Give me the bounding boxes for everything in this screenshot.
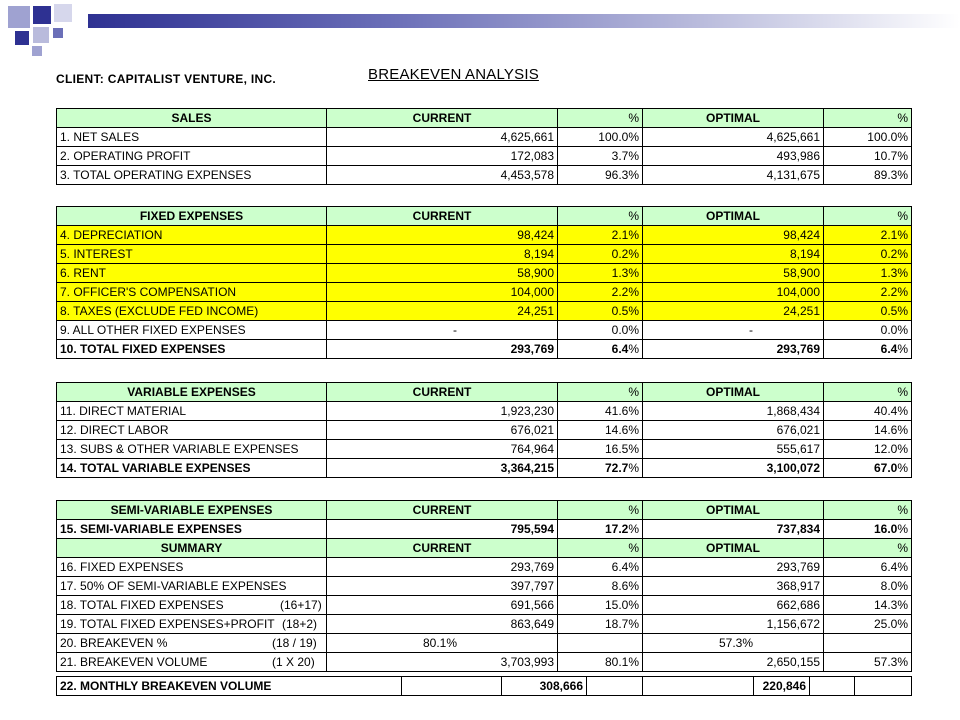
column-header-current-pct: % (558, 539, 643, 558)
optimal-pct: 0.5% (824, 302, 912, 321)
column-header-optimal-pct: % (824, 501, 912, 520)
row-label: 15. SEMI-VARIABLE EXPENSES (57, 520, 327, 539)
optimal-value: 676,021 (643, 421, 824, 440)
optimal-pct: 14.6% (824, 421, 912, 440)
optimal-value: 293,769 (643, 340, 824, 359)
column-header-optimal-pct: % (824, 539, 912, 558)
current-pct: 14.6% (558, 421, 643, 440)
row-label: 2. OPERATING PROFIT (57, 147, 327, 166)
optimal-pct: 0.0% (824, 321, 912, 340)
variable-expenses-table (56, 382, 912, 478)
title-bar-decoration (88, 14, 960, 28)
table-row (57, 283, 912, 302)
optimal-value: 220,846 (754, 677, 810, 696)
optimal-pct: 2.1% (824, 226, 912, 245)
optimal-pct: 1.3% (824, 264, 912, 283)
optimal-value: 1,156,672 (643, 615, 824, 634)
table-header-row (57, 383, 912, 402)
table-row (57, 615, 912, 634)
optimal-value: 2,650,155 (643, 653, 824, 672)
current-value: 863,649 (327, 615, 558, 634)
column-header-optimal-pct: % (824, 207, 912, 226)
empty-cell (402, 677, 502, 696)
table-row (57, 321, 912, 340)
current-value: 4,453,578 (327, 166, 558, 185)
optimal-pct: 25.0% (824, 615, 912, 634)
column-header-optimal-pct: % (824, 109, 912, 128)
row-label (57, 615, 327, 634)
current-pct: 80.1% (558, 653, 643, 672)
table-row (57, 264, 912, 283)
column-header-optimal-pct: % (824, 383, 912, 402)
deco-square-5 (33, 27, 49, 43)
table-row (57, 128, 912, 147)
current-value: 3,364,215 (327, 459, 558, 478)
current-value: 691,566 (327, 596, 558, 615)
column-header-optimal: OPTIMAL (643, 383, 824, 402)
column-header-current: CURRENT (327, 109, 558, 128)
column-header-label: SALES (57, 109, 327, 128)
current-pct: 100.0% (558, 128, 643, 147)
column-header-current: CURRENT (327, 207, 558, 226)
current-pct: 2.1% (558, 226, 643, 245)
table-header-row (57, 501, 912, 520)
optimal-value: - (643, 321, 824, 340)
current-pct: 2.2% (558, 283, 643, 302)
optimal-value: 98,424 (643, 226, 824, 245)
current-value: 104,000 (327, 283, 558, 302)
pct-value: 17.2 (604, 522, 629, 536)
current-pct (558, 520, 643, 539)
empty-cell (587, 677, 643, 696)
current-pct (558, 459, 643, 478)
optimal-pct (824, 459, 912, 478)
row-label-formula: (18 / 19) (272, 636, 317, 650)
current-pct: 0.2% (558, 245, 643, 264)
column-header-label: SUMMARY (57, 539, 327, 558)
current-value: 1,923,230 (327, 402, 558, 421)
optimal-pct: 0.2% (824, 245, 912, 264)
semi-variable-summary-table (56, 500, 912, 672)
table-row (57, 147, 912, 166)
optimal-pct: 40.4% (824, 402, 912, 421)
row-label: 7. OFFICER'S COMPENSATION (57, 283, 327, 302)
pct-sign: % (628, 522, 639, 536)
current-pct: 1.3% (558, 264, 643, 283)
optimal-pct (824, 634, 912, 653)
row-label: 11. DIRECT MATERIAL (57, 402, 327, 421)
current-value: 24,251 (327, 302, 558, 321)
column-header-label: SEMI-VARIABLE EXPENSES (57, 501, 327, 520)
row-label: 10. TOTAL FIXED EXPENSES (57, 340, 327, 359)
current-value: 98,424 (327, 226, 558, 245)
row-label-text: 17. 50% OF SEMI-VARIABLE EXPENSES (60, 579, 287, 593)
column-header-current-pct: % (558, 109, 643, 128)
row-label: 22. MONTHLY BREAKEVEN VOLUME (57, 677, 402, 696)
row-label-text: 18. TOTAL FIXED EXPENSES (60, 598, 224, 612)
document-title: BREAKEVEN ANALYSIS (368, 66, 539, 83)
deco-square-1 (8, 6, 30, 28)
column-header-optimal: OPTIMAL (643, 501, 824, 520)
optimal-value: 8,194 (643, 245, 824, 264)
optimal-value: 293,769 (643, 558, 824, 577)
current-pct: 6.4% (558, 558, 643, 577)
row-label: 8. TAXES (EXCLUDE FED INCOME) (57, 302, 327, 321)
column-header-optimal: OPTIMAL (643, 539, 824, 558)
table-row (57, 634, 912, 653)
column-header-current-pct: % (558, 383, 643, 402)
current-value: - (327, 321, 558, 340)
row-label-formula: (16+17) (280, 598, 322, 612)
column-header-current-pct: % (558, 207, 643, 226)
row-label (57, 653, 327, 672)
optimal-pct (824, 520, 912, 539)
row-label-formula: (18+2) (282, 617, 318, 631)
current-value: 4,625,661 (327, 128, 558, 147)
current-pct: 0.0% (558, 321, 643, 340)
table-row (57, 421, 912, 440)
deco-square-4 (15, 31, 29, 45)
current-pct (558, 634, 643, 653)
empty-cell (810, 677, 855, 696)
row-label-text: 19. TOTAL FIXED EXPENSES+PROFIT (60, 617, 275, 631)
table-row (57, 402, 912, 421)
table-row (57, 653, 912, 672)
current-value: 80.1% (327, 634, 558, 653)
optimal-pct: 8.0% (824, 577, 912, 596)
optimal-pct: 10.7% (824, 147, 912, 166)
sales-table (56, 108, 912, 185)
current-value: 764,964 (327, 440, 558, 459)
current-value: 676,021 (327, 421, 558, 440)
optimal-value: 3,100,072 (643, 459, 824, 478)
table-header-row (57, 109, 912, 128)
current-pct (558, 340, 643, 359)
current-value: 397,797 (327, 577, 558, 596)
client-name: CLIENT: CAPITALIST VENTURE, INC. (56, 72, 277, 86)
row-label: 6. RENT (57, 264, 327, 283)
deco-square-6 (53, 28, 63, 38)
pct-sign: % (897, 342, 908, 356)
table-header-row (57, 539, 912, 558)
optimal-value: 737,834 (643, 520, 824, 539)
row-label (57, 596, 327, 615)
optimal-value: 555,617 (643, 440, 824, 459)
pct-value: 16.0 (873, 522, 898, 536)
current-value: 8,194 (327, 245, 558, 264)
current-pct: 0.5% (558, 302, 643, 321)
current-value: 293,769 (327, 558, 558, 577)
table-header-row (57, 207, 912, 226)
optimal-value: 493,986 (643, 147, 824, 166)
current-pct: 3.7% (558, 147, 643, 166)
table-row-total (57, 340, 912, 359)
column-header-current: CURRENT (327, 383, 558, 402)
optimal-pct: 14.3% (824, 596, 912, 615)
table-row-total (57, 677, 912, 696)
optimal-value: 4,131,675 (643, 166, 824, 185)
table-row-total (57, 459, 912, 478)
fixed-expenses-table (56, 206, 912, 359)
empty-cell (855, 677, 912, 696)
deco-square-7 (32, 46, 42, 56)
column-header-current: CURRENT (327, 539, 558, 558)
current-value: 293,769 (327, 340, 558, 359)
row-label: 5. INTEREST (57, 245, 327, 264)
row-label: 3. TOTAL OPERATING EXPENSES (57, 166, 327, 185)
column-header-current: CURRENT (327, 501, 558, 520)
deco-square-2 (33, 6, 51, 24)
current-value: 58,900 (327, 264, 558, 283)
optimal-pct (824, 340, 912, 359)
current-value: 172,083 (327, 147, 558, 166)
table-row (57, 302, 912, 321)
row-label-text: 16. FIXED EXPENSES (60, 560, 184, 574)
optimal-pct: 100.0% (824, 128, 912, 147)
optimal-pct: 57.3% (824, 653, 912, 672)
column-header-optimal: OPTIMAL (643, 109, 824, 128)
pct-value: 72.7 (604, 461, 629, 475)
deco-square-3 (54, 4, 72, 22)
empty-cell (643, 677, 754, 696)
current-value: 308,666 (502, 677, 587, 696)
pct-sign: % (628, 461, 639, 475)
current-pct: 16.5% (558, 440, 643, 459)
table-row (57, 558, 912, 577)
optimal-value: 1,868,434 (643, 402, 824, 421)
current-value: 3,703,993 (327, 653, 558, 672)
pct-sign: % (897, 461, 908, 475)
current-pct: 18.7% (558, 615, 643, 634)
pct-value: 6.4 (611, 342, 629, 356)
optimal-value: 24,251 (643, 302, 824, 321)
table-row (57, 596, 912, 615)
pct-sign: % (897, 522, 908, 536)
current-value: 795,594 (327, 520, 558, 539)
row-label: 9. ALL OTHER FIXED EXPENSES (57, 321, 327, 340)
current-pct: 96.3% (558, 166, 643, 185)
optimal-value: 57.3% (643, 634, 824, 653)
optimal-pct: 12.0% (824, 440, 912, 459)
table-row (57, 440, 912, 459)
column-header-optimal: OPTIMAL (643, 207, 824, 226)
row-label (57, 558, 327, 577)
monthly-breakeven-table (56, 676, 912, 696)
row-label (57, 634, 327, 653)
table-row (57, 577, 912, 596)
row-label: 4. DEPRECIATION (57, 226, 327, 245)
optimal-value: 368,917 (643, 577, 824, 596)
row-label-text: 20. BREAKEVEN % (60, 636, 168, 650)
optimal-pct: 6.4% (824, 558, 912, 577)
optimal-value: 58,900 (643, 264, 824, 283)
optimal-value: 662,686 (643, 596, 824, 615)
current-pct: 41.6% (558, 402, 643, 421)
row-label: 1. NET SALES (57, 128, 327, 147)
row-label: 14. TOTAL VARIABLE EXPENSES (57, 459, 327, 478)
row-label: 12. DIRECT LABOR (57, 421, 327, 440)
table-row (57, 166, 912, 185)
optimal-value: 104,000 (643, 283, 824, 302)
current-pct: 15.0% (558, 596, 643, 615)
table-row (57, 245, 912, 264)
column-header-label: FIXED EXPENSES (57, 207, 327, 226)
current-pct: 8.6% (558, 577, 643, 596)
row-label-text: 21. BREAKEVEN VOLUME (60, 655, 208, 669)
row-label-formula: (1 X 20) (272, 655, 315, 669)
column-header-current-pct: % (558, 501, 643, 520)
pct-value: 67.0 (873, 461, 898, 475)
row-label (57, 577, 327, 596)
pct-sign: % (628, 342, 639, 356)
optimal-pct: 89.3% (824, 166, 912, 185)
row-label: 13. SUBS & OTHER VARIABLE EXPENSES (57, 440, 327, 459)
table-row (57, 226, 912, 245)
table-row-total (57, 520, 912, 539)
column-header-label: VARIABLE EXPENSES (57, 383, 327, 402)
optimal-pct: 2.2% (824, 283, 912, 302)
optimal-value: 4,625,661 (643, 128, 824, 147)
pct-value: 6.4 (880, 342, 898, 356)
